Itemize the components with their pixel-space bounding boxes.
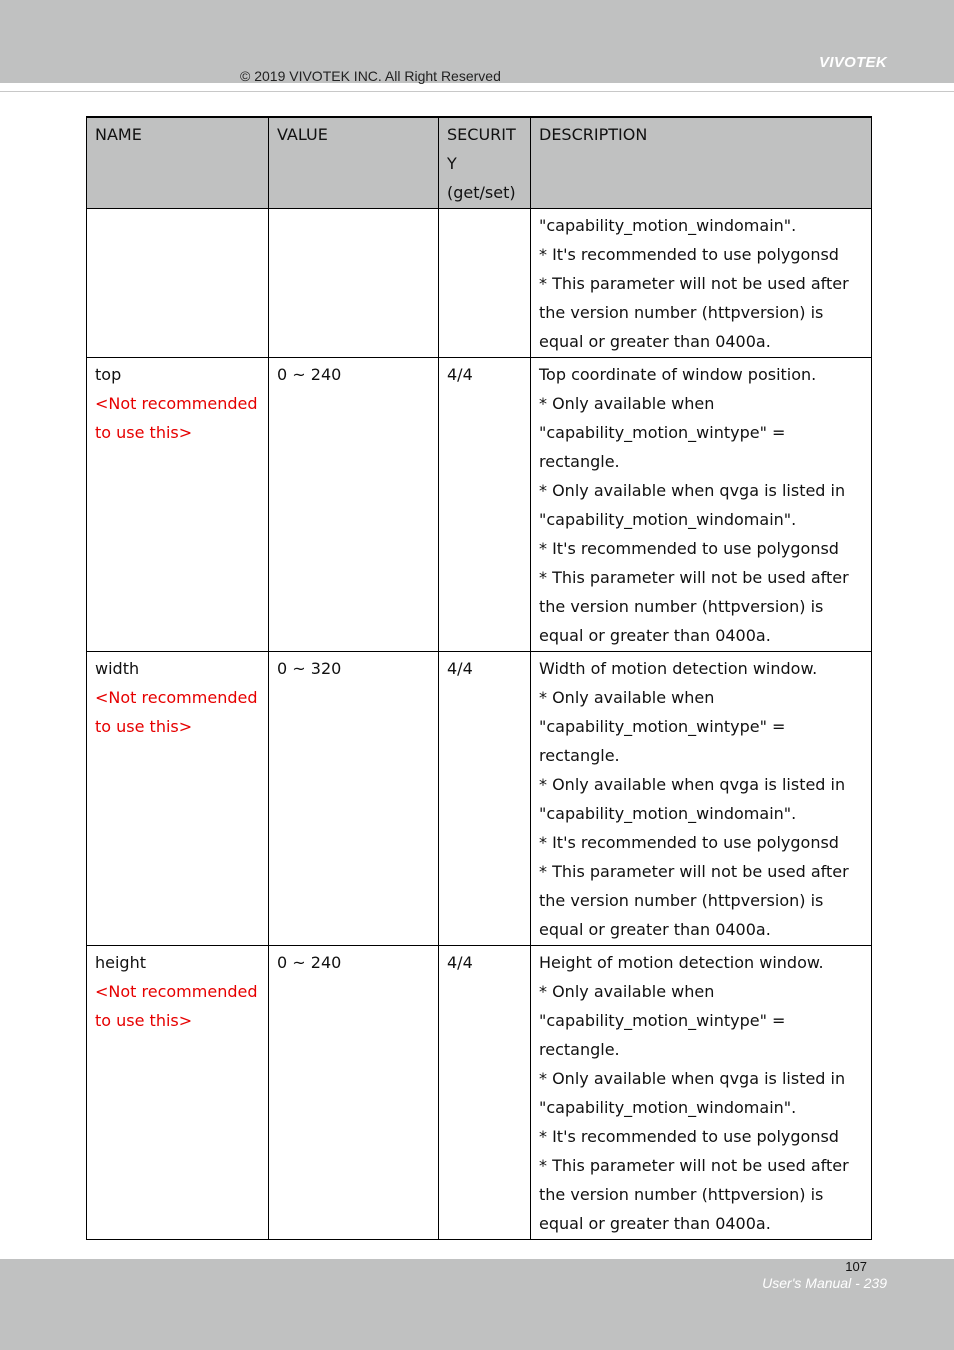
description-line: * It's recommended to use polygonsd bbox=[539, 245, 839, 264]
page-number: 107 bbox=[845, 1259, 867, 1274]
column-header-value: VALUE bbox=[269, 117, 439, 209]
description-line: * It's recommended to use polygonsd bbox=[539, 539, 839, 558]
description-line: * This parameter will not be used after the version number (httpversion) is equal or greater than 0400a. bbox=[539, 568, 849, 645]
not-recommended-note: <Not recommended to use this> bbox=[95, 982, 258, 1030]
table-body bbox=[87, 209, 872, 1240]
copyright-text: © 2019 VIVOTEK INC. All Right Reserved bbox=[240, 68, 501, 84]
cell-value: 0 ~ 240 bbox=[269, 946, 439, 1240]
cell-name bbox=[87, 358, 269, 652]
description-line: * Only available when "capability_motion_wintype" = rectangle. bbox=[539, 982, 786, 1059]
description-line: * It's recommended to use polygonsd bbox=[539, 1127, 839, 1146]
cell-security: 4/4 bbox=[439, 358, 531, 652]
description-line: * Only available when "capability_motion_wintype" = rectangle. bbox=[539, 394, 786, 471]
description-line: * Only available when "capability_motion_wintype" = rectangle. bbox=[539, 688, 786, 765]
description-line: "capability_motion_windomain". bbox=[539, 216, 797, 235]
column-header-security: SECURITY (get/set) bbox=[439, 117, 531, 209]
column-header-name: NAME bbox=[87, 117, 269, 209]
cell-value: 0 ~ 240 bbox=[269, 358, 439, 652]
description-line: * Only available when qvga is listed in "capability_motion_windomain". bbox=[539, 1069, 846, 1117]
table-row bbox=[87, 358, 872, 652]
footer-band bbox=[0, 1259, 954, 1350]
cell-name bbox=[87, 209, 269, 358]
brand-logo: VIVOTEK bbox=[819, 54, 887, 71]
cell-description bbox=[531, 652, 872, 946]
table-row bbox=[87, 209, 872, 358]
parameter-name: top bbox=[95, 365, 122, 384]
parameter-name: height bbox=[95, 953, 146, 972]
description-line: * This parameter will not be used after the version number (httpversion) is equal or greater than 0400a. bbox=[539, 274, 849, 351]
table-row bbox=[87, 652, 872, 946]
header-divider bbox=[0, 91, 954, 92]
table-header-row bbox=[87, 117, 872, 209]
description-line: * It's recommended to use polygonsd bbox=[539, 833, 839, 852]
column-header-description: DESCRIPTION bbox=[531, 117, 872, 209]
description-line: Top coordinate of window position. bbox=[539, 365, 817, 384]
description-line: * Only available when qvga is listed in "capability_motion_windomain". bbox=[539, 481, 846, 529]
parameter-name: width bbox=[95, 659, 140, 678]
description-line: * This parameter will not be used after the version number (httpversion) is equal or greater than 0400a. bbox=[539, 862, 849, 939]
parameter-table bbox=[86, 116, 872, 1240]
cell-security bbox=[439, 209, 531, 358]
description-line: * This parameter will not be used after the version number (httpversion) is equal or greater than 0400a. bbox=[539, 1156, 849, 1233]
manual-page-label: User's Manual - 239 bbox=[762, 1275, 887, 1291]
description-line: Height of motion detection window. bbox=[539, 953, 824, 972]
cell-security: 4/4 bbox=[439, 652, 531, 946]
cell-value bbox=[269, 209, 439, 358]
table-row bbox=[87, 946, 872, 1240]
description-line: Width of motion detection window. bbox=[539, 659, 818, 678]
cell-description bbox=[531, 209, 872, 358]
cell-security: 4/4 bbox=[439, 946, 531, 1240]
cell-description bbox=[531, 358, 872, 652]
not-recommended-note: <Not recommended to use this> bbox=[95, 394, 258, 442]
cell-value: 0 ~ 320 bbox=[269, 652, 439, 946]
not-recommended-note: <Not recommended to use this> bbox=[95, 688, 258, 736]
cell-description bbox=[531, 946, 872, 1240]
cell-name bbox=[87, 946, 269, 1240]
cell-name bbox=[87, 652, 269, 946]
description-line: * Only available when qvga is listed in "capability_motion_windomain". bbox=[539, 775, 846, 823]
